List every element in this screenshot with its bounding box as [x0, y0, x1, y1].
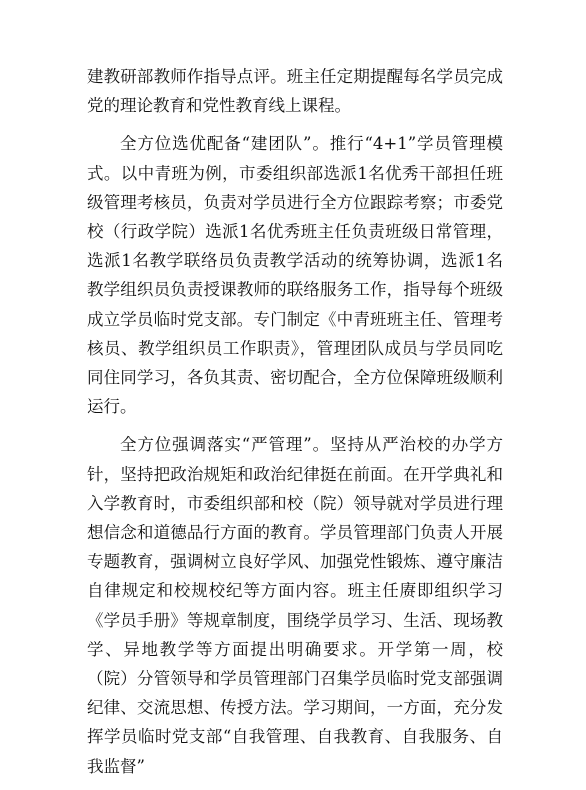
document-body — [87, 62, 503, 790]
paragraph-continued: 建教研部教师作指导点评。班主任定期提醒每名学员完成党的理论教育和党性教育线上课程。 — [87, 67, 503, 116]
paragraph-team-building: 全方位选优配备“建团队”。推行“4+1”学员管理模式。以中青班为例，市委组织部选派1名优秀干部担任班级管理考核员，负责对学员进行全方位跟踪考察；市委党校（行政学院）选派1名优秀班主任负责班级日常管理，选派1名教学联络员负责教学活动的统筹协调，选派1名教学组织员负责授课教师的联络服务工作，指导每个班级成立学员临时党支部。专门制定《中青班班主任、管理考核员、教学组织员工作职责》，管理团队成员与学员同吃同住同学习，各负其责、密切配合，全方位保障班级顺利运行。 — [87, 134, 503, 417]
paragraph-strict-management: 全方位强调落实“严管理”。坚持从严治校的办学方针，坚持把政治规矩和政治纪律挺在前面。在开学典礼和入学教育时，市委组织部和校（院）领导就对学员进行理想信念和道德品行方面的教育。学员管理部门负责人开展专题教育，强调树立良好学风、加强党性锻炼、遵守廉洁自律规定和校规校纪等方面内容。班主任赓即组织学习《学员手册》等规章制度，围绕学员学习、生活、现场教学、异地教学等方面提出明确要求。开学第一周，校（院）分管领导和学员管理部门召集学员临时党支部强调纪律、交流思想、传授方法。学习期间，一方面，充分发挥学员临时党支部“自我管理、自我教育、自我服务、自我监督” — [87, 435, 503, 776]
